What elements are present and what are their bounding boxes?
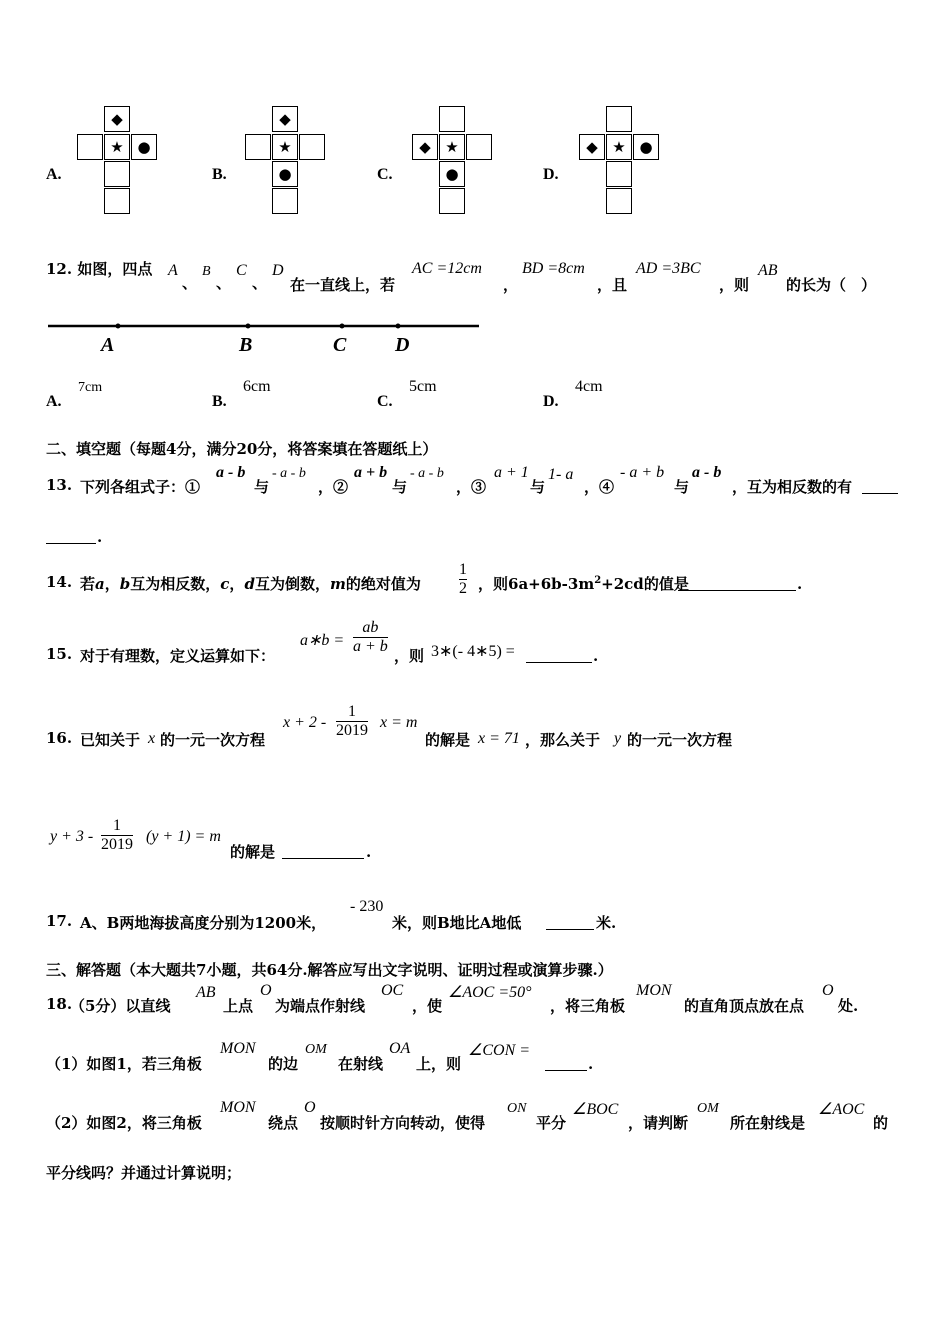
- math: y + 3 -: [50, 828, 94, 845]
- math: ∠CON =: [468, 1042, 531, 1059]
- cell: [439, 106, 465, 132]
- text: .: [593, 647, 599, 665]
- text: ，那么关于: [525, 731, 601, 749]
- math: a + 1: [494, 464, 529, 481]
- text: （2）如图2，将三角板: [46, 1114, 202, 1132]
- math: b: [119, 575, 131, 593]
- q14-text: [80, 573, 421, 594]
- text: 所在射线是: [730, 1114, 806, 1132]
- math: x = m: [380, 714, 418, 731]
- point-d: D: [272, 262, 284, 279]
- option-d-label: D.: [543, 166, 559, 183]
- cell: ◆: [104, 106, 130, 132]
- math: - a - b: [410, 466, 444, 481]
- denominator: 2: [459, 580, 467, 597]
- sep: ，: [503, 276, 519, 294]
- option-a-value: 7cm: [78, 380, 103, 395]
- math: a - b: [216, 464, 246, 481]
- text: （1）如图1，若三角板: [46, 1055, 202, 1073]
- text: 的一元一次方程: [160, 731, 266, 749]
- cell: ★: [606, 134, 632, 160]
- cell: [77, 134, 103, 160]
- answer-blank[interactable]: [546, 912, 594, 930]
- math: ∠AOC: [818, 1101, 865, 1118]
- math: m: [329, 575, 346, 593]
- math: AB: [758, 262, 778, 279]
- text: .: [588, 1055, 594, 1073]
- cell: [606, 188, 632, 214]
- cell: [606, 106, 632, 132]
- text: 与: [254, 478, 270, 496]
- text: 按顺时针方向转动，使得: [320, 1114, 486, 1132]
- cell: [245, 134, 271, 160]
- text: 的一元一次方程: [627, 731, 733, 749]
- section-heading-3: 三、解答题（本大题共7小题，共64分.解答应写出文字说明、证明过程或演算步骤.）: [46, 961, 613, 979]
- text: ，将三角板: [550, 997, 626, 1015]
- text: ，且: [597, 276, 628, 294]
- option-d-value: 4cm: [575, 378, 603, 395]
- cell: ★: [439, 134, 465, 160]
- text: 的解是: [425, 731, 471, 749]
- q-number: 16.: [46, 729, 73, 747]
- denominator: 2019: [101, 836, 133, 853]
- cell: ●: [439, 161, 465, 187]
- cell: ★: [272, 134, 298, 160]
- math: a: [95, 575, 105, 593]
- text: ，②: [318, 478, 349, 496]
- text: .: [797, 575, 803, 593]
- fraction-half: [459, 561, 467, 598]
- cell: [299, 134, 325, 160]
- cell: ◆: [272, 106, 298, 132]
- math: x: [148, 730, 156, 747]
- figure-label-b: B: [239, 334, 253, 356]
- text: 与: [674, 478, 690, 496]
- math: 2: [594, 575, 602, 586]
- math: x = 71: [478, 730, 520, 747]
- option-b-value: 6cm: [243, 378, 271, 395]
- math: AD =3BC: [636, 260, 701, 277]
- cell: [439, 188, 465, 214]
- q-number: 14.: [46, 573, 73, 591]
- denominator: 2019: [336, 722, 368, 739]
- text: ，则: [478, 575, 509, 593]
- option-b-label: B.: [212, 166, 227, 183]
- text: 为端点作射线: [275, 997, 366, 1015]
- math: 6a+6b-3m: [508, 575, 595, 593]
- text: 上，则: [416, 1055, 462, 1073]
- cell: [606, 161, 632, 187]
- q-number: 12.: [46, 260, 73, 278]
- cell: ●: [131, 134, 157, 160]
- math: 1- a: [548, 466, 574, 483]
- math: 3∗(- 4∗5) =: [431, 643, 515, 660]
- numerator: 1: [348, 703, 356, 720]
- text: 米.: [596, 914, 617, 932]
- math: ∠AOC =50°: [448, 984, 532, 1001]
- text: 处.: [838, 997, 859, 1015]
- text: ，: [104, 575, 120, 593]
- text: ，则: [394, 647, 425, 665]
- point-c: C: [236, 262, 247, 279]
- text: 平分: [536, 1114, 567, 1132]
- text: .: [97, 528, 103, 546]
- q-number: 15.: [46, 645, 73, 663]
- math: c: [220, 575, 230, 593]
- point: [246, 324, 251, 329]
- point-b: B: [202, 264, 211, 279]
- fraction: [353, 619, 388, 656]
- text: 互为倒数，: [254, 575, 330, 593]
- text: 下列各组式子：①: [80, 478, 201, 496]
- sep: 、: [252, 274, 268, 292]
- math: x + 2 -: [283, 714, 327, 731]
- text: .: [366, 843, 372, 861]
- answer-blank[interactable]: [282, 841, 364, 859]
- option-c-label: C.: [377, 393, 393, 410]
- figure-label-d: D: [395, 334, 410, 356]
- math: O: [304, 1099, 316, 1116]
- cell: ◆: [412, 134, 438, 160]
- text: ，④: [584, 478, 615, 496]
- sep: 、: [182, 274, 198, 292]
- denominator: a + b: [353, 638, 388, 655]
- cell: ◆: [579, 134, 605, 160]
- math: AB: [196, 984, 216, 1001]
- math: - 230: [350, 898, 384, 915]
- math: ON: [507, 1101, 527, 1116]
- text: 与: [392, 478, 408, 496]
- fraction: [101, 817, 133, 854]
- answer-blank[interactable]: [545, 1053, 587, 1071]
- math: OC: [381, 982, 404, 999]
- q-number: 13.: [46, 476, 73, 494]
- cell: [466, 134, 492, 160]
- math: a - b: [692, 464, 722, 481]
- figure-label-a: A: [101, 334, 115, 356]
- text: （5分）以直线: [70, 997, 171, 1015]
- cell: [104, 188, 130, 214]
- math: +2cd: [601, 575, 644, 593]
- point: [116, 324, 121, 329]
- question-12: [46, 258, 152, 279]
- math: - a - b: [272, 466, 306, 481]
- math: AC =12cm: [412, 260, 482, 277]
- cell: ●: [633, 134, 659, 160]
- option-a-label: A.: [46, 393, 62, 410]
- text: 平分线吗？并通过计算说明；: [46, 1164, 242, 1182]
- answer-blank[interactable]: [46, 526, 96, 544]
- cell: [272, 188, 298, 214]
- math: y: [614, 730, 622, 747]
- point-a: A: [168, 262, 178, 279]
- q14-text-2: [478, 573, 689, 594]
- text: ，使: [412, 997, 443, 1015]
- point: [396, 324, 401, 329]
- math: O: [822, 982, 834, 999]
- text: 已知关于: [80, 731, 141, 749]
- option-c-value: 5cm: [409, 378, 437, 395]
- text: 互为相反数，: [130, 575, 221, 593]
- option-c-label: C.: [377, 166, 393, 183]
- text: ，: [229, 575, 245, 593]
- numerator: 1: [459, 561, 467, 578]
- math: a + b: [354, 464, 388, 481]
- math: MON: [636, 982, 672, 999]
- math: OM: [697, 1101, 719, 1116]
- fraction: [336, 703, 368, 740]
- cell: ★: [104, 134, 130, 160]
- text: ，互为相反数的有: [732, 478, 853, 496]
- text: ，请判断: [628, 1114, 689, 1132]
- math: BD =8cm: [522, 260, 585, 277]
- math: OM: [305, 1042, 327, 1057]
- option-b-label: B.: [212, 393, 227, 410]
- cell: ●: [272, 161, 298, 187]
- text: 的直角顶点放在点: [684, 997, 805, 1015]
- figure-label-c: C: [333, 334, 347, 356]
- math: - a + b: [620, 464, 665, 481]
- numerator: 1: [113, 817, 121, 834]
- point: [340, 324, 345, 329]
- text: A、B两地海拔高度分别为1200米，: [80, 914, 327, 932]
- text: 的长为（ ）: [786, 276, 877, 294]
- q-number: 17.: [46, 912, 73, 930]
- math: a∗b =: [300, 632, 345, 649]
- text: 的值是: [643, 575, 689, 593]
- text: ，③: [456, 478, 487, 496]
- math: O: [260, 982, 272, 999]
- text: 在一直线上，若: [290, 276, 396, 294]
- numerator: ab: [362, 619, 379, 636]
- option-a-label: A.: [46, 166, 62, 183]
- math: OA: [389, 1040, 411, 1057]
- text: 若: [80, 575, 96, 593]
- text: 与: [530, 478, 546, 496]
- text: 如图，四点: [77, 260, 153, 278]
- section-heading-2: 二、填空题（每题4分，满分20分，将答案填在答题纸上）: [46, 440, 438, 458]
- text: 对于有理数，定义运算如下：: [80, 647, 276, 665]
- text: 在射线: [338, 1055, 384, 1073]
- text: ，则: [719, 276, 750, 294]
- answer-blank[interactable]: [526, 645, 592, 663]
- text: 绕点: [268, 1114, 299, 1132]
- math: (y + 1) = m: [146, 828, 221, 845]
- answer-blank[interactable]: [678, 573, 796, 591]
- math: d: [244, 575, 255, 593]
- text: 上点: [223, 997, 254, 1015]
- text: 的: [873, 1114, 889, 1132]
- math: MON: [220, 1099, 256, 1116]
- answer-blank[interactable]: [862, 476, 898, 494]
- cell: [104, 161, 130, 187]
- text: 米，则B地比A地低: [392, 914, 522, 932]
- q-number: 18.: [46, 995, 73, 1013]
- text: 的解是: [230, 843, 276, 861]
- math: ∠BOC: [572, 1101, 619, 1118]
- math: MON: [220, 1040, 256, 1057]
- option-d-label: D.: [543, 393, 559, 410]
- text: 的绝对值为: [345, 575, 421, 593]
- sep: 、: [216, 274, 232, 292]
- text: 的边: [268, 1055, 299, 1073]
